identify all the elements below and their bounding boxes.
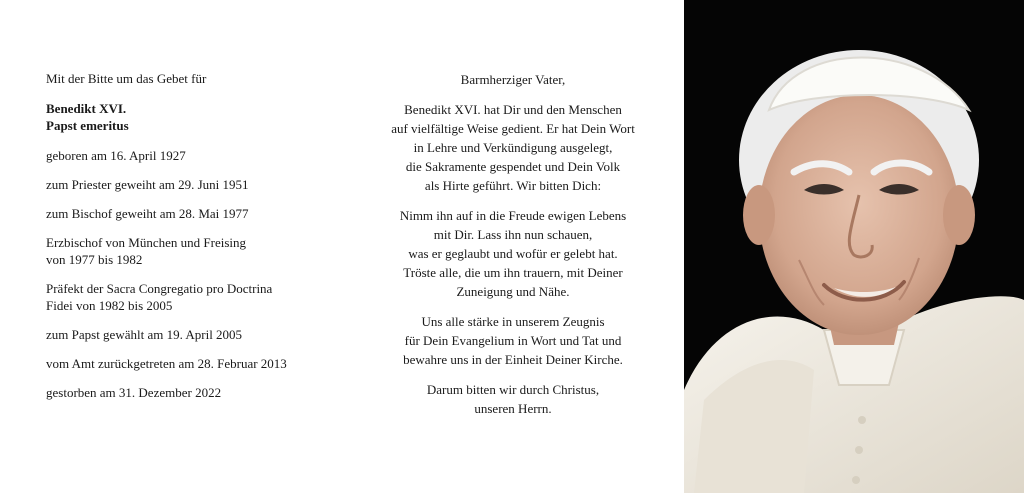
- prayer-line: auf vielfältige Weise gedient. Er hat Dein Wort: [391, 121, 635, 136]
- prayer-closing: [372, 380, 654, 418]
- prayer-line: Benedikt XVI. hat Dir und den Menschen: [404, 102, 622, 117]
- prayer-line: Barmherziger Vater,: [460, 72, 566, 87]
- prayer-line: Zuneigung und Nähe.: [456, 284, 570, 299]
- prayer-line: Uns alle stärke in unserem Zeugnis: [421, 314, 605, 329]
- prayer-column: [372, 70, 654, 429]
- button: [852, 476, 860, 484]
- name-line: Benedikt XVI.: [46, 101, 127, 116]
- death-date: gestorben am 31. Dezember 2022: [46, 385, 222, 400]
- fact-line: von 1977 bis 1982: [46, 252, 143, 267]
- deceased-name: [46, 100, 376, 134]
- prayer-line: mit Dir. Lass ihn nun schauen,: [433, 227, 593, 242]
- prefect-term: [46, 280, 376, 314]
- prayer-request-intro: Mit der Bitte um das Gebet für: [46, 71, 207, 86]
- prayer-salutation: [372, 70, 654, 89]
- ear: [943, 185, 975, 245]
- ear: [743, 185, 775, 245]
- prayer-line: Darum bitten wir durch Christus,: [426, 382, 600, 397]
- birth-date: geboren am 16. April 1927: [46, 148, 186, 163]
- portrait-illustration: [684, 0, 1024, 493]
- archbishop-term: [46, 234, 376, 268]
- prayer-line: was er geglaubt und wofür er gelebt hat.: [408, 246, 618, 261]
- prayer-line: als Hirte geführt. Wir bitten Dich:: [424, 178, 602, 193]
- resignation: vom Amt zurückgetreten am 28. Februar 2013: [46, 356, 287, 371]
- fact-line: Fidei von 1982 bis 2005: [46, 298, 173, 313]
- prayer-line: die Sakramente gespendet und Dein Volk: [405, 159, 621, 174]
- title-line: Papst emeritus: [46, 118, 129, 133]
- portrait-photo: [684, 0, 1024, 493]
- priest-ordination: zum Priester geweiht am 29. Juni 1951: [46, 177, 249, 192]
- fact-line: Erzbischof von München und Freising: [46, 235, 247, 250]
- prayer-stanza: [372, 100, 654, 195]
- bishop-ordination: zum Bischof geweiht am 28. Mai 1977: [46, 206, 249, 221]
- prayer-stanza: [372, 312, 654, 369]
- prayer-stanza: [372, 206, 654, 301]
- button: [858, 416, 866, 424]
- prayer-line: in Lehre und Verkündigung ausgelegt,: [413, 140, 613, 155]
- papal-election: zum Papst gewählt am 19. April 2005: [46, 327, 243, 342]
- prayer-line: Nimm ihn auf in die Freude ewigen Lebens: [399, 208, 627, 223]
- prayer-line: unseren Herrn.: [474, 401, 552, 416]
- prayer-line: bewahre uns in der Einheit Deiner Kirche.: [403, 352, 623, 367]
- button: [855, 446, 863, 454]
- fact-line: Präfekt der Sacra Congregatio pro Doctrina: [46, 281, 273, 296]
- biography-column: [46, 70, 376, 413]
- prayer-line: für Dein Evangelium in Wort und Tat und: [404, 333, 622, 348]
- prayer-line: Tröste alle, die um ihn trauern, mit Deiner: [403, 265, 623, 280]
